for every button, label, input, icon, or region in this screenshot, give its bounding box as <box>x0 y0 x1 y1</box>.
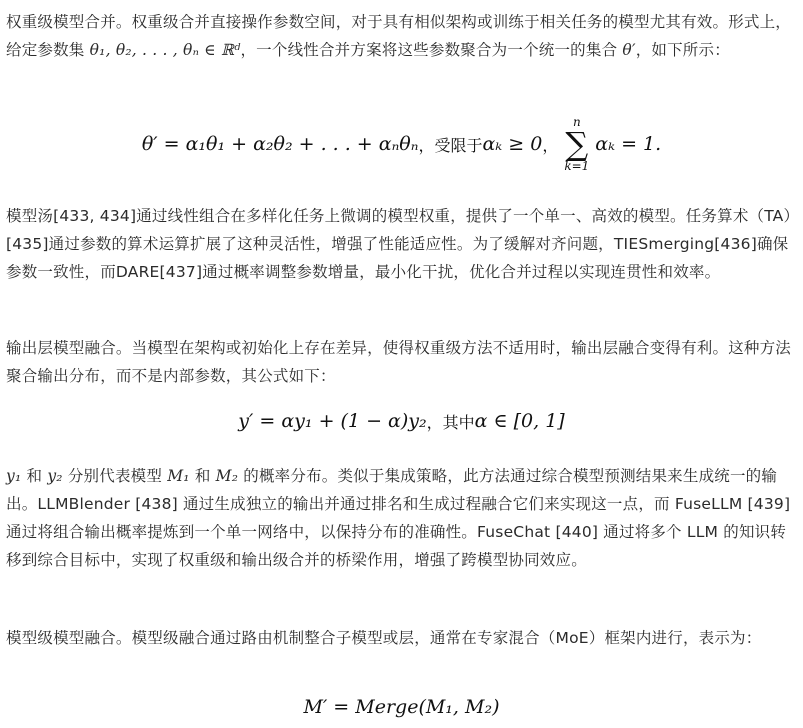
theta-prime-math: θ′ <box>622 41 636 59</box>
and-text-2: 和 <box>189 467 216 485</box>
para4-rest: 的概率分布。类似于集成策略，此方法通过综合模型预测结果来生成统一的输出。LLMBlender [438] 通过生成独立的输出并通过排名和生成过程融合它们来实现这一点，而 FuseLLM [439] 通过将组合输出概率提炼到一个单一网络中，以保持分布的准确性。FuseChat [440] 通过将多个 LLM 的知识转移到综合目标中，实现了权重级和输出级合并的桥梁作用，增强了跨模型协同效应。 <box>6 467 791 569</box>
alpha-range-math: α ∈ [0, 1] <box>474 410 565 432</box>
para1-tail: ，一个线性合并方案将这些参数聚合为一个统一的集合 <box>240 41 623 59</box>
sum-lower-limit: k=1 <box>564 159 590 173</box>
represents-text: 分别代表模型 <box>62 467 168 485</box>
sum-upper-limit: n <box>572 115 581 129</box>
output-fusion-where: ，其中 <box>426 412 475 432</box>
output-level-fusion-paragraph: 输出层模型融合。当模型在架构或初始化上存在差异，使得权重级方法不适用时，输出层融合变得有利。这种方法聚合输出分布，而不是内部参数，其公式如下： <box>6 339 792 385</box>
constraint-comma: ， <box>542 135 559 155</box>
parameter-set-math: θ₁, θ₂, . . . , θₙ ∈ ℝᵈ <box>89 41 241 59</box>
para1-end: ，如下所示： <box>635 41 730 59</box>
merge-math: M′ = Merge(M₁, M₂) <box>303 696 500 718</box>
distribution-explanation-paragraph <box>6 462 798 574</box>
y2-symbol: y₂ <box>47 467 63 485</box>
merge-equation <box>0 690 803 724</box>
sigma-glyph: ∑ <box>565 125 589 163</box>
sum-equals-one: αₖ = 1. <box>595 133 662 155</box>
y1-symbol: y₁ <box>6 467 22 485</box>
linear-merge-lhs: θ′ = α₁θ₁ + α₂θ₂ + . . . + αₙθₙ <box>141 133 419 155</box>
output-fusion-math: y′ = αy₁ + (1 − α)y₂ <box>238 410 427 432</box>
m1-symbol: M₁ <box>167 467 190 485</box>
linear-merge-equation <box>0 112 803 176</box>
constraint-math: αₖ ≥ 0 <box>482 133 543 155</box>
summation-symbol <box>564 116 589 172</box>
and-text-1: 和 <box>21 467 48 485</box>
constraint-label: ，受限于 <box>418 135 483 155</box>
model-level-fusion-paragraph: 模型级模型融合。模型级融合通过路由机制整合子模型或层，通常在专家混合（MoE）框架内进行，表示为： <box>6 629 762 647</box>
m2-symbol: M₂ <box>215 467 239 485</box>
weight-level-merging-paragraph <box>6 8 798 64</box>
para1-lead: 权重级模型合并。权重级合并直接操作参数空间，对于具有相似架构或训练于相关任务的模型尤其有效。形式上，给定参数集 <box>6 13 792 59</box>
output-fusion-equation <box>0 404 803 438</box>
model-soup-paragraph: 模型汤[433, 434]通过线性组合在多样化任务上微调的模型权重，提供了一个单一、高效的模型。任务算术（TA）[435]通过参数的算术运算扩展了这种灵活性，增强了性能适应性。为了缓解对齐问题，TIESmerging[436]确保参数一致性，而DARE[437]通过概率调整参数增量，最小化干扰，优化合并过程以实现连贯性和效率。 <box>6 207 792 281</box>
